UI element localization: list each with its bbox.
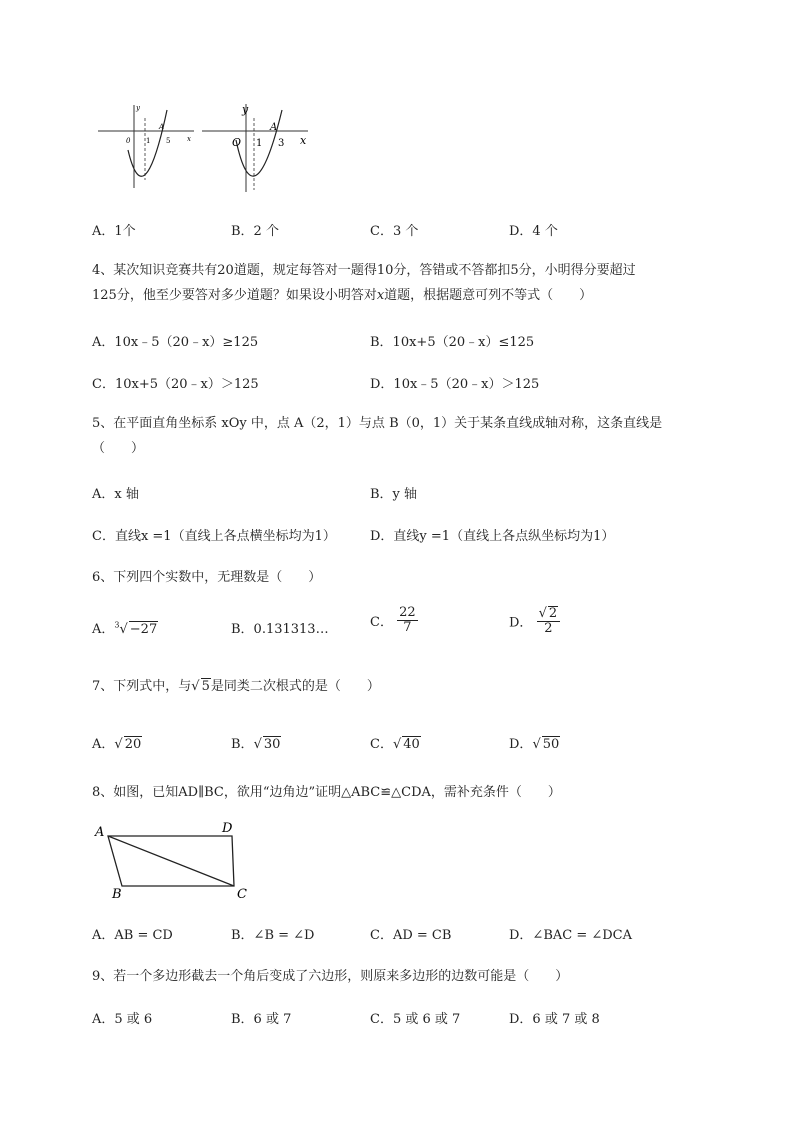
q8-option-c: C．AD = CB (370, 928, 452, 943)
question-6-stem: 6、下列四个实数中，无理数是（ ） (92, 570, 322, 585)
q5-option-d: D．直线y =1（直线上各点纵坐标均为1） (370, 529, 615, 544)
origin-label: 0 (126, 137, 131, 145)
axis-x-label: x (300, 134, 307, 147)
tick-three-label: 3 (278, 138, 285, 149)
q5-line-2: （ ） (92, 441, 145, 456)
q6-option-b: B．0.131313… (231, 622, 329, 637)
question-7-stem: 7、下列式中，与√ 5是同类二次根式的是（ ） (92, 679, 380, 694)
parabola-graph-small (92, 100, 202, 195)
point-a-label: A (270, 122, 278, 133)
q4-option-c: C．10x+5（20﹣x）＞125 (92, 377, 259, 392)
point-a-label: A (159, 123, 165, 131)
parabola-graph-large (200, 100, 315, 195)
q3-option-c: C．3 个 (370, 224, 419, 239)
q8-option-a: A．AB = CD (92, 928, 173, 943)
radicand: −27 (129, 622, 158, 637)
radicand: 5 (201, 679, 210, 694)
q3-option-d: D．4 个 (509, 224, 558, 239)
q9-option-b: B．6 或 7 (231, 1012, 292, 1027)
q7-option-a: A．√ 20 (92, 737, 142, 752)
q4-option-d: D．10x﹣5（20﹣x）＞125 (370, 377, 540, 392)
q4-option-b: B．10x+5（20﹣x）≤125 (370, 335, 535, 350)
vertex-d-label: D (222, 821, 233, 836)
q4-line-1: 4、某次知识竞赛共有20道题，规定每答对一题得10分，答错或不答都扣5分，小明得分要超过 (92, 263, 636, 278)
question-5-stem (92, 411, 732, 461)
q6-option-a: A．$^3$√ −27 (92, 620, 158, 637)
q4-option-a: A．10x﹣5（20﹣x）≥125 (92, 335, 259, 350)
q4-line-2: 125分，他至少要答对多少道题？如果设小明答对x道题，根据题意可列不等式（ ） (92, 288, 593, 303)
q7-option-b: B．√ 30 (231, 737, 281, 752)
q3-option-b: B．2 个 (231, 224, 279, 239)
question-4-stem (92, 258, 732, 308)
q7-option-d: D．√ 50 (509, 737, 560, 752)
tick-five-label: 5 (166, 137, 171, 145)
q8-option-b: B．∠B = ∠D (231, 928, 315, 943)
q6-option-d: D． $\frac{√ 2}{2}$ (509, 606, 560, 636)
axis-y-label: y (136, 104, 140, 112)
parallelogram-figure (92, 818, 262, 903)
q5-option-c: C．直线x =1（直线上各点横坐标均为1） (92, 529, 336, 544)
vertex-a-label: A (95, 825, 105, 840)
q9-option-c: C．5 或 6 或 7 (370, 1012, 461, 1027)
q7-option-c: C．√ 40 (370, 737, 420, 752)
q8-option-d: D．∠BAC = ∠DCA (509, 928, 633, 943)
question-9-stem: 9、若一个多边形截去一个角后变成了六边形，则原来多边形的边数可能是（ ） (92, 969, 569, 984)
radicand: 2 (548, 606, 558, 621)
tick-one-label: 1 (256, 138, 263, 149)
tick-one-label: 1 (146, 137, 151, 145)
q5-option-a: A．x 轴 (92, 487, 139, 502)
origin-label: O (232, 136, 242, 149)
q9-option-a: A．5 或 6 (92, 1012, 153, 1027)
fraction-denominator: 2 (544, 621, 553, 636)
axis-x-label: x (187, 135, 191, 143)
vertex-b-label: B (112, 887, 122, 902)
cube-root-index: 3 (114, 620, 120, 630)
fraction-numerator: 22 (399, 605, 416, 620)
q5-line-1: 5、在平面直角坐标系 xOy 中，点 A（2，1）与点 B（0，1）关于某条直线成轴对称，这条直线是 (92, 416, 663, 431)
vertex-c-label: C (237, 887, 247, 902)
fraction-denominator: 7 (403, 620, 412, 635)
q5-option-b: B．y 轴 (370, 487, 418, 502)
q3-option-a: A．1个 (92, 224, 136, 239)
question-8-stem: 8、如图，已知AD∥BC，欲用“边角边”证明△ABC≌△CDA，需补充条件（ ） (92, 785, 561, 800)
q6-option-c: C． $\frac{22}{7}$ (370, 605, 416, 635)
q9-option-d: D．6 或 7 或 8 (509, 1012, 600, 1027)
axis-y-label: y (242, 103, 249, 116)
